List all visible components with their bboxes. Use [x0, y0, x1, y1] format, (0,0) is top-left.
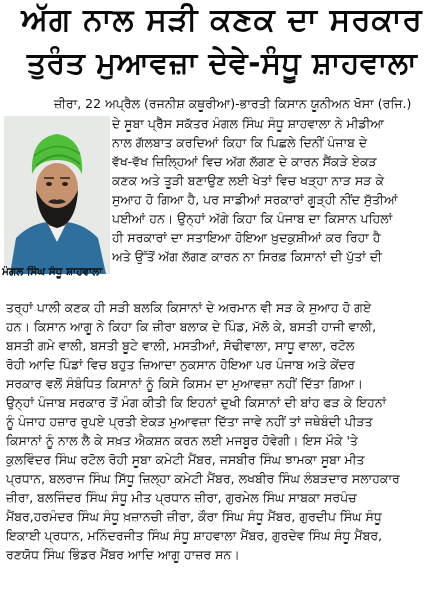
headline-line-1: ਅੱਗ ਨਾਲ ਸੜੀ ਕਣਕ ਦਾ ਸਰਕਾਰ [21, 2, 423, 38]
body-line: ਸਰਕਾਰ ਵਲੋਂ ਸੰਬੰਧਿਤ ਕਿਸਾਨਾਂ ਨੂੰ ਕਿਸੇ ਕਿਸਮ ਦਾ ਮੁਆਵਜ਼ਾ ਨਹੀਂ ਦਿੱਤਾ ਗਿਆ। [6, 376, 363, 391]
body-line: ਸੁਆਹ ਹੋ ਗਿਆ ਹੈ, ਪਰ ਸਾਡੀਆਂ ਸਰਕਾਰਾਂ ਗੂੜ੍ਹੀ ਨੀਂਦ ਸੁੱਤੀਆਂ [112, 192, 398, 207]
body-line: ਨੂੰ ਪੰਜਾਹ ਹਜ਼ਾਰ ਰੁਪਏ ਪ੍ਰਤੀ ਏਕੜ ਮੁਆਵਜ਼ਾ ਦਿੱਤਾ ਜਾਵੇ ਨਹੀਂ ਤਾਂ ਜਥੇਬੰਦੀ ਪੀੜਤ [6, 414, 373, 429]
body-line: ਜ਼ੀਰਾ, ਬਲਜਿੰਦਰ ਸਿੰਘ ਸੰਧੂ ਮੀਤ ਪ੍ਰਧਾਨ ਜ਼ੀਰਾ, ਗੁਰਮੇਲ ਸਿੰਘ ਸਾਬਕਾ ਸਰਪੰਚ [6, 490, 357, 505]
body-line: ਰਣਯੋਧ ਸਿੰਘ ਭਿੰਡਰ ਮੈਂਬਰ ਆਦਿ ਆਗੂ ਹਾਜ਼ਰ ਸਨ। [6, 547, 240, 562]
body-line: ਕਣਕ ਅਤੇ ਤੂੜੀ ਬਣਾਉਣ ਲਈ ਖੇਤਾਂ ਵਿਚ ਖੜ੍ਹਾ ਨਾੜ ਸੜ ਕੇ [112, 173, 384, 188]
body-line: ਅਤੇ ਉੱਤੋਂ ਅੱਗ ਲੱਗਣ ਕਾਰਨ ਨਾ ਸਿਰਫ਼ ਕਿਸਾਨਾਂ ਦੀ ਪੁੱਤਾਂ ਦੀ [112, 249, 382, 264]
body-line: ਉਨ੍ਹਾਂ ਪੰਜਾਬ ਸਰਕਾਰ ਤੋਂ ਮੰਗ ਕੀਤੀ ਕਿ ਇਹਨਾਂ ਦੁਖੀ ਕਿਸਾਨਾਂ ਦੀ ਬਾਂਹ ਫੜ ਕੇ ਇਹਨਾਂ [6, 395, 387, 410]
body-line: ਕਿਸਾਨਾਂ ਨੂੰ ਨਾਲ ਲੈ ਕੇ ਸਖ਼ਤ ਐਕਸ਼ਨ ਕਰਨ ਲਈ ਮਜਬੂਰ ਹੋਵੇਗੀ। ਇਸ ਮੌਕੇ 'ਤੇ [6, 433, 358, 448]
body-line: ਪਈਆਂ ਹਨ। ਉਨ੍ਹਾਂ ਅੱਗੇ ਕਿਹਾ ਕਿ ਪੰਜਾਬ ਦਾ ਕਿਸਾਨ ਪਹਿਲਾਂ [112, 211, 393, 226]
body-line: ਪ੍ਰਧਾਨ, ਬਲਰਾਜ ਸਿੰਘ ਸਿੱਧੂ ਜ਼ਿਲ੍ਹਾ ਕਮੇਟੀ ਮੈਂਬਰ, ਲਖਬੀਰ ਸਿੰਘ ਲੰਬੜਦਾਰ ਸਲਾਹਕਾਰ [6, 471, 400, 486]
body-line: ਨਾਲ ਗੱਲਬਾਤ ਕਰਦਿਆਂ ਕਿਹਾ ਕਿ ਪਿਛਲੇ ਦਿਨੀਂ ਪੰਜਾਬ ਦੇ [112, 135, 368, 150]
body-line: ਇਕਾਈ ਪ੍ਰਧਾਨ, ਮਨਿੰਦਰਜੀਤ ਸਿੰਘ ਸੰਧੂ ਸ਼ਾਹਵਾਲਾ ਮੈਂਬਰ, ਗੁਰਦੇਵ ਸਿੰਘ ਸੰਧੂ ਮੈਂਬਰ, [6, 528, 383, 543]
article-body-full [6, 298, 440, 564]
body-line: ਕੁਲਵਿੰਦਰ ਸਿੰਘ ਰਟੋਲ ਰੋਹੀ ਸੂਬਾ ਕਮੇਟੀ ਮੈਂਬਰ, ਜਸਬੀਰ ਸਿੰਘ ਝਾਮਕਾ ਸੂਬਾ ਮੀਤ [6, 452, 365, 467]
body-line: ਤਰ੍ਹਾਂ ਪਾਲੀ ਕਣਕ ਹੀ ਸੜੀ ਬਲਕਿ ਕਿਸਾਨਾਂ ਦੇ ਅਰਮਾਨ ਵੀ ਸੜ ਕੇ ਸੁਆਹ ਹੋ ਗਏ [6, 300, 372, 315]
portrait-photo [4, 116, 110, 274]
body-line: ਰੋਹੀ ਆਦਿ ਪਿੰਡਾਂ ਵਿਚ ਬਹੁਤ ਜ਼ਿਆਦਾ ਨੁਕਸਾਨ ਹੋਇਆ ਪਰ ਪੰਜਾਬ ਅਤੇ ਕੇਂਦਰ [6, 357, 355, 372]
body-line: ਦੇ ਸੂਬਾ ਪ੍ਰੈੱਸ ਸਕੱਤਰ ਮੰਗਲ ਸਿੰਘ ਸੰਧੂ ਸ਼ਾਹਵਾਲਾ ਨੇ ਮੀਡੀਆ [112, 116, 384, 131]
body-line: ਹਨ। ਕਿਸਾਨ ਆਗੂ ਨੇ ਕਿਹਾ ਕਿ ਜ਼ੀਰਾ ਬਲਾਕ ਦੇ ਪਿੰਡ, ਮੱਲੋ ਕੇ, ਬਸਤੀ ਹਾਜੀ ਵਾਲੀ, [6, 319, 377, 334]
photo-caption: ਮੰਗਲ ਸਿੰਘ ਸੰਧੂ ਸ਼ਾਹਵਾਲਾ [2, 266, 103, 278]
body-line: ਹੀ ਸਰਕਾਰਾਂ ਦਾ ਸਤਾਇਆ ਹੋਇਆ ਖ਼ੁਦਕੁਸ਼ੀਆਂ ਕਰ ਰਿਹਾ ਹੈ [112, 230, 381, 245]
body-line: ਮੈਂਬਰ,ਹਰਮੰਦਰ ਸਿੰਘ ਸੰਧੂ ਖ਼ਜ਼ਾਨਚੀ ਜ਼ੀਰਾ, ਕੌਰਾ ਸਿੰਘ ਸੰਧੂ ਮੈਂਬਰ, ਗੁਰਦੀਪ ਸਿੰਘ ਸੰਧੂ [6, 509, 382, 524]
body-line: ਬਸਤੀ ਗਮੇ ਵਾਲੀ, ਬਸਤੀ ਬੂਟੇ ਵਾਲੀ, ਮਸਤੀਆਂ, ਸੋਢੀਵਾਲਾ, ਸਾਧੂ ਵਾਲਾ, ਰਟੋਲ [6, 338, 355, 353]
byline: ਜ਼ੀਰਾ, 22 ਅਪ੍ਰੈਲ (ਰਜਨੀਸ਼ ਕਥੂਰੀਆ)-ਭਾਰਤੀ ਕਿਸਾਨ ਯੂਨੀਅਨ ਖੋਸਾ (ਰਜਿ.) [54, 96, 412, 111]
article-body-wrapped [112, 114, 440, 266]
portrait-illustration [4, 116, 110, 274]
body-line: ਵੱਖ-ਵੱਖ ਜ਼ਿਲ੍ਹਿਆਂ ਵਿਚ ਅੱਗ ਲੱਗਣ ਦੇ ਕਾਰਨ ਸੈਂਕੜੇ ਏਕੜ [112, 154, 377, 169]
headline-line-2: ਤੁਰੰਤ ਮੁਆਵਜ਼ਾ ਦੇਵੇ-ਸੰਧੂ ਸ਼ਾਹਵਾਲਾ [26, 46, 418, 81]
